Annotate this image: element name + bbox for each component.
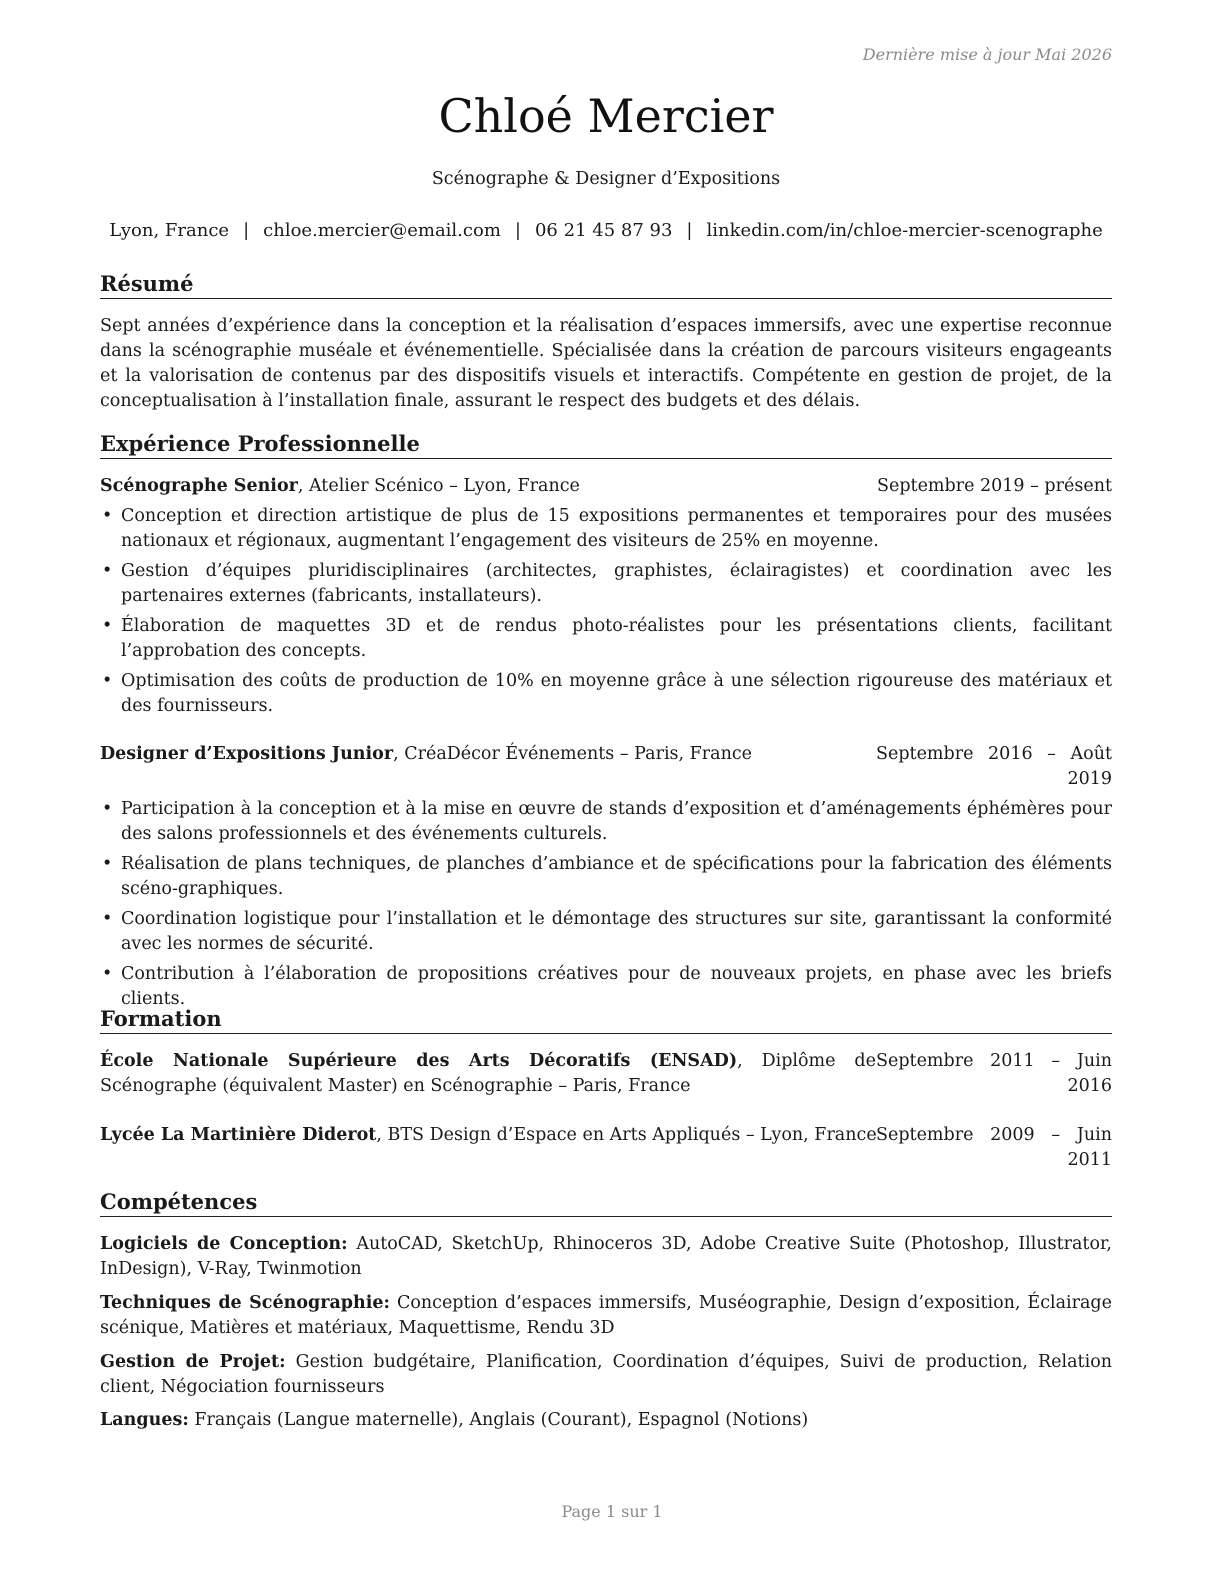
skill-label: Langues: [100, 1410, 189, 1430]
job-company: , CréaDécor Événements – Paris, France [393, 744, 753, 764]
education-detail: , Diplôme de Scénographe (équivalent Master) en Scénographie – Paris, France [100, 1051, 876, 1096]
education-dates-year: 2011 [1067, 1150, 1112, 1170]
experience-heading: Expérience Professionnelle [100, 431, 1112, 459]
education-dates [876, 1123, 1112, 1173]
education-school: Lycée La Martinière Diderot [100, 1125, 377, 1145]
contact-line [100, 219, 1112, 243]
skill-row [100, 1291, 1112, 1341]
job-bullet: • Conception et direction artistique de plus de 15 expositions permanentes et temporaires pour des musées nationaux et régionaux, augmentant l’engagement des visiteurs de 25% en moyenne. [100, 504, 1112, 554]
education-dates [876, 1049, 1112, 1099]
job-bullets [100, 504, 1112, 724]
contact-separator: | [514, 220, 521, 241]
education-dates-year: 2016 [1067, 1076, 1112, 1096]
contact-email[interactable]: chloe.mercier@email.com [263, 220, 501, 241]
job-role: Designer d’Expositions Junior [100, 744, 394, 764]
job-bullet: • Participation à la conception et à la mise en œuvre de stands d’exposition et d’aménagements éphémères pour des salons professionnels et des événements culturels. [100, 797, 1112, 847]
job-header [100, 742, 1112, 792]
candidate-name: Chloé Mercier [438, 89, 774, 143]
skill-value: AutoCAD, SketchUp, Rhinoceros 3D, Adobe Creative Suite (Photoshop, Illustrator, InDesign), V-Ray, Twinmotion [100, 1234, 1112, 1279]
contact-linkedin[interactable]: linkedin.com/in/chloe-mercier-scenographe [706, 220, 1103, 241]
summary-text: Sept années d’expérience dans la conception et la réalisation d’espaces immersifs, avec une expertise reconnue dans la scénographie muséale et événementielle. Spécialisée dans la création de parcours visiteurs engageants et la valorisation de contenus par des dispositifs visuels et interactifs. Compétente en gestion de projet, de la conceptualisation à l’installation finale, assurant le respect des budgets et des délais. [100, 316, 1112, 411]
skill-row [100, 1408, 1112, 1433]
job-dates-line: Septembre 2016 – Août [876, 744, 1112, 764]
contact-location: Lyon, France [109, 220, 230, 241]
job-dates: Septembre 2019 – présent [877, 476, 1112, 496]
candidate-tagline: Scénographe & Designer d’Expositions [431, 169, 781, 189]
job-bullet: • Réalisation de plans techniques, de planches d’ambiance et de spécifications pour la fabrication des éléments scéno-graphiques. [100, 852, 1112, 902]
skill-row [100, 1232, 1112, 1282]
contact-phone[interactable]: 06 21 45 87 93 [534, 220, 673, 241]
education-school: École Nationale Supérieure des Arts Décoratifs (ENSAD) [100, 1051, 738, 1071]
skill-label: Techniques de Scénographie: [100, 1293, 390, 1313]
skill-row [100, 1350, 1112, 1400]
education-entry [100, 1123, 1112, 1173]
skill-value: Gestion budgétaire, Planification, Coordination d’équipes, Suivi de production, Relation client, Négociation fournisseurs [100, 1352, 1112, 1397]
job-bullets [100, 797, 1112, 1017]
education-dates-line: Septembre 2009 – Juin [876, 1125, 1112, 1145]
skill-value: Français (Langue maternelle), Anglais (Courant), Espagnol (Notions) [188, 1410, 809, 1430]
last-updated-note: Dernière mise à jour Mai 2026 [862, 45, 1112, 64]
summary-heading: Résumé [100, 271, 1112, 299]
skills-heading: Compétences [100, 1189, 1112, 1217]
job-dates-year: 2019 [1067, 769, 1112, 789]
job-dates [876, 742, 1112, 792]
education-entry [100, 1049, 1112, 1099]
job-bullet: • Coordination logistique pour l’installation et le démontage des structures sur site, garantissant la conformité avec les normes de sécurité. [100, 907, 1112, 957]
job-bullet: • Gestion d’équipes pluridisciplinaires (architectes, graphistes, éclairagistes) et coordination avec les partenaires externes (fabricants, installateurs). [100, 559, 1112, 609]
education-detail: , BTS Design d’Espace en Arts Appliqués – Lyon, France [376, 1125, 877, 1145]
contact-separator: | [686, 220, 693, 241]
contact-separator: | [243, 220, 250, 241]
page-number: Page 1 sur 1 [561, 1502, 663, 1521]
education-heading: Formation [100, 1006, 1112, 1034]
education-dates-line: Septembre 2011 – Juin [876, 1051, 1112, 1071]
job-title-line [100, 474, 580, 499]
skill-value: Conception d’espaces immersifs, Muséographie, Design d’exposition, Éclairage scénique, Matières et matériaux, Maquettisme, Rendu 3D [100, 1293, 1112, 1338]
skill-label: Gestion de Projet: [100, 1352, 286, 1372]
job-company: , Atelier Scénico – Lyon, France [297, 476, 580, 496]
job-bullet: • Élaboration de maquettes 3D et de rendus photo-réalistes pour les présentations clients, facilitant l’approbation des concepts. [100, 614, 1112, 664]
education-title-line [100, 1049, 876, 1099]
education-title-line [100, 1123, 877, 1148]
job-role: Scénographe Senior [100, 476, 298, 496]
skill-label: Logiciels de Conception: [100, 1234, 348, 1254]
job-title-line [100, 742, 752, 767]
job-bullet: • Contribution à l’élaboration de propositions créatives pour de nouveaux projets, en phase avec les briefs clients. [100, 962, 1112, 1012]
job-bullet: • Optimisation des coûts de production de 10% en moyenne grâce à une sélection rigoureuse des matériaux et des fournisseurs. [100, 669, 1112, 719]
